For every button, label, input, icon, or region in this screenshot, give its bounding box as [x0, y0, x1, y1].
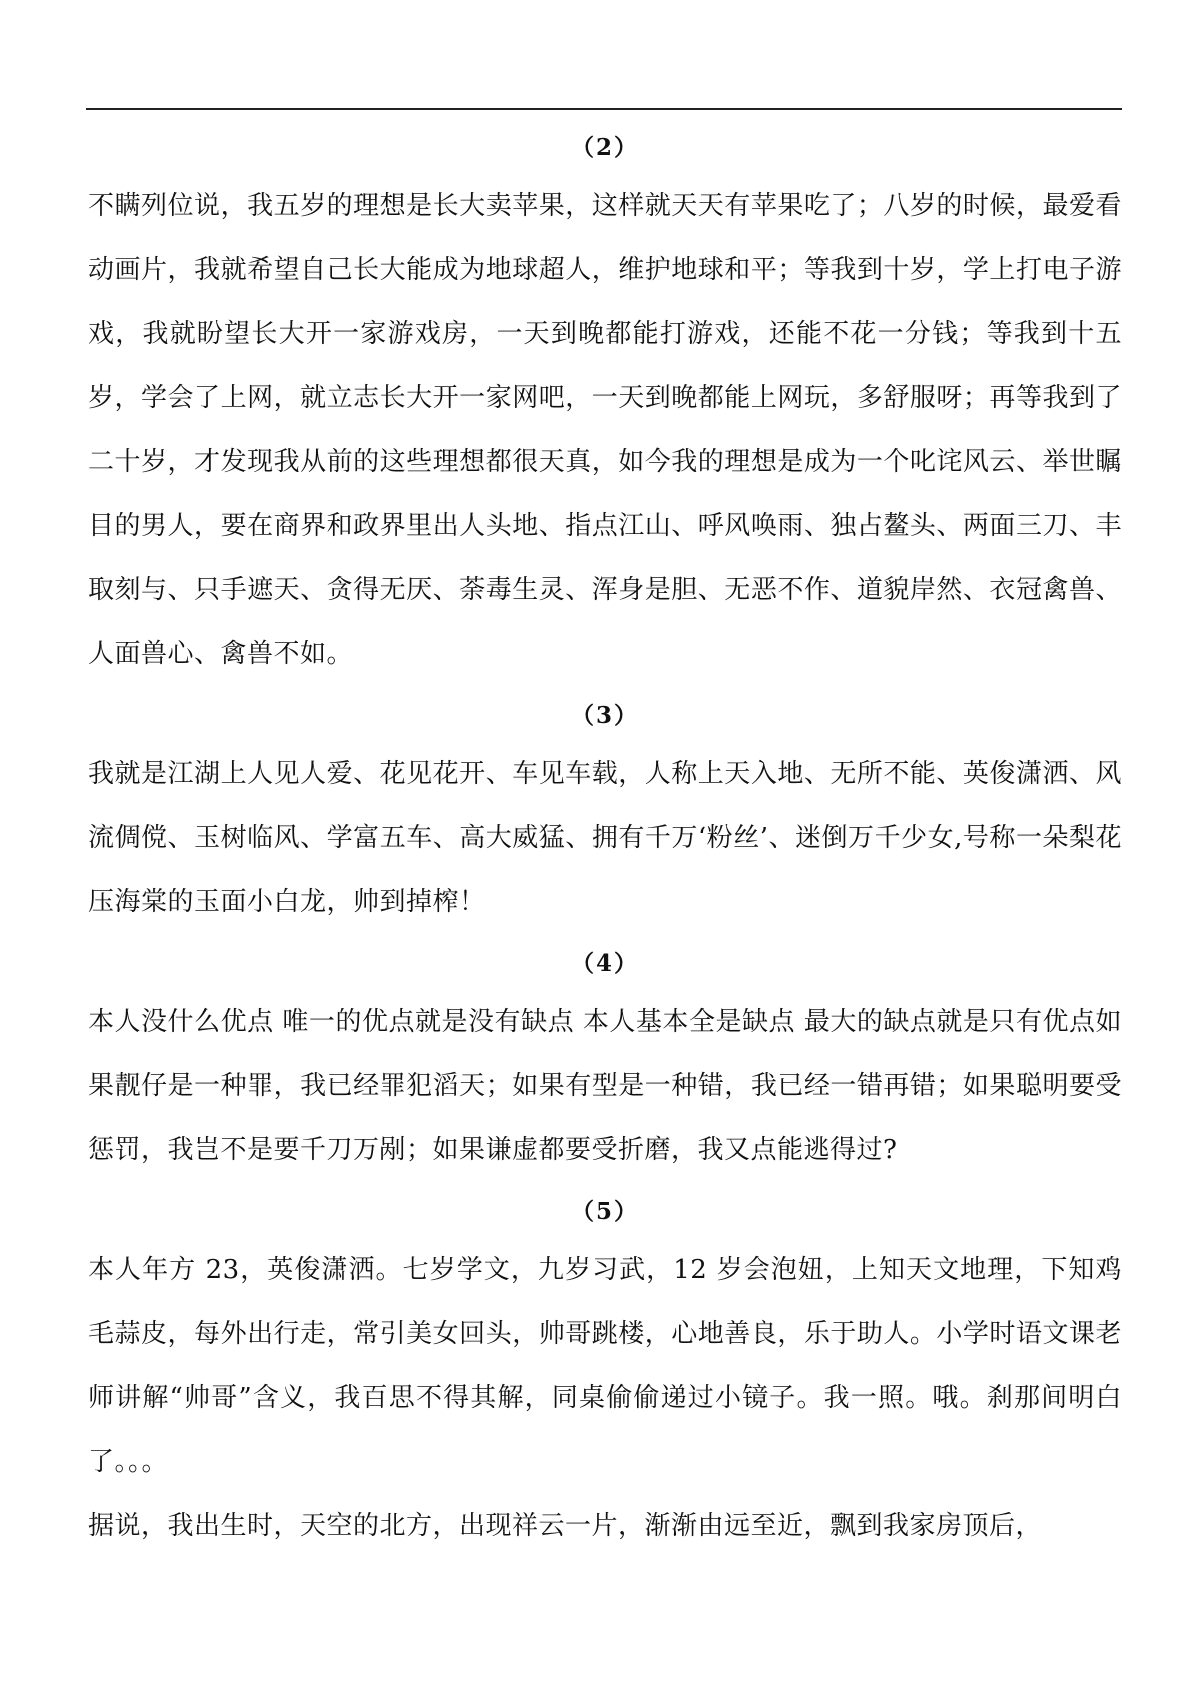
section-heading-4: （4） [570, 950, 639, 977]
section-5-paragraph-continued: 据说，我出生时，天空的北方，出现祥云一片，渐渐由远至近，飘到我家房顶后， [88, 1511, 1043, 1541]
section-heading-5: （5） [570, 1198, 639, 1225]
section-5-paragraph: 本人年方 23，英俊潇洒。七岁学文，九岁习武，12 岁会泡妞，上知天文地理，下知鸡毛蒜皮，每外出行走，常引美女回头，帅哥跳楼，心地善良，乐于助人。小学时语文课老师讲解“帅哥”含义，我百思不得其解，同桌偷偷递过小镜子。我一照。哦。刹那间明白了。。。 [88, 1255, 1122, 1477]
section-heading-2: （2） [570, 134, 639, 161]
section-3-paragraph: 我就是江湖上人见人爱、花见花开、车见车载，人称上天入地、无所不能、英俊潇洒、风流倜傥、玉树临风、学富五车、高大威猛、拥有千万‘粉丝’、迷倒万千少女,号称一朵梨花压海棠的玉面小白龙，帅到掉榨！ [88, 759, 1122, 917]
document-body [88, 118, 1122, 1558]
header-rule [86, 108, 1122, 110]
section-heading-3: （3） [570, 702, 639, 729]
section-2-paragraph: 不瞒列位说，我五岁的理想是长大卖苹果，这样就天天有苹果吃了；八岁的时候，最爱看动画片，我就希望自己长大能成为地球超人，维护地球和平；等我到十岁，学上打电子游戏，我就盼望长大开一家游戏房，一天到晚都能打游戏，还能不花一分钱；等我到十五岁，学会了上网，就立志长大开一家网吧，一天到晚都能上网玩，多舒服呀；再等我到了二十岁，才发现我从前的这些理想都很天真，如今我的理想是成为一个叱诧风云、举世瞩目的男人，要在商界和政界里出人头地、指点江山、呼风唤雨、独占鳌头、两面三刀、丰取刻与、只手遮天、贪得无厌、荼毒生灵、浑身是胆、无恶不作、道貌岸然、衣冠禽兽、人面兽心、禽兽不如。 [88, 191, 1122, 669]
section-4-paragraph: 本人没什么优点 唯一的优点就是没有缺点 本人基本全是缺点 最大的缺点就是只有优点如果靓仔是一种罪，我已经罪犯滔天；如果有型是一种错，我已经一错再错；如果聪明要受惩罚，我岂不是要千刀万剐；如果谦虚都要受折磨，我又点能逃得过? [88, 1007, 1122, 1165]
